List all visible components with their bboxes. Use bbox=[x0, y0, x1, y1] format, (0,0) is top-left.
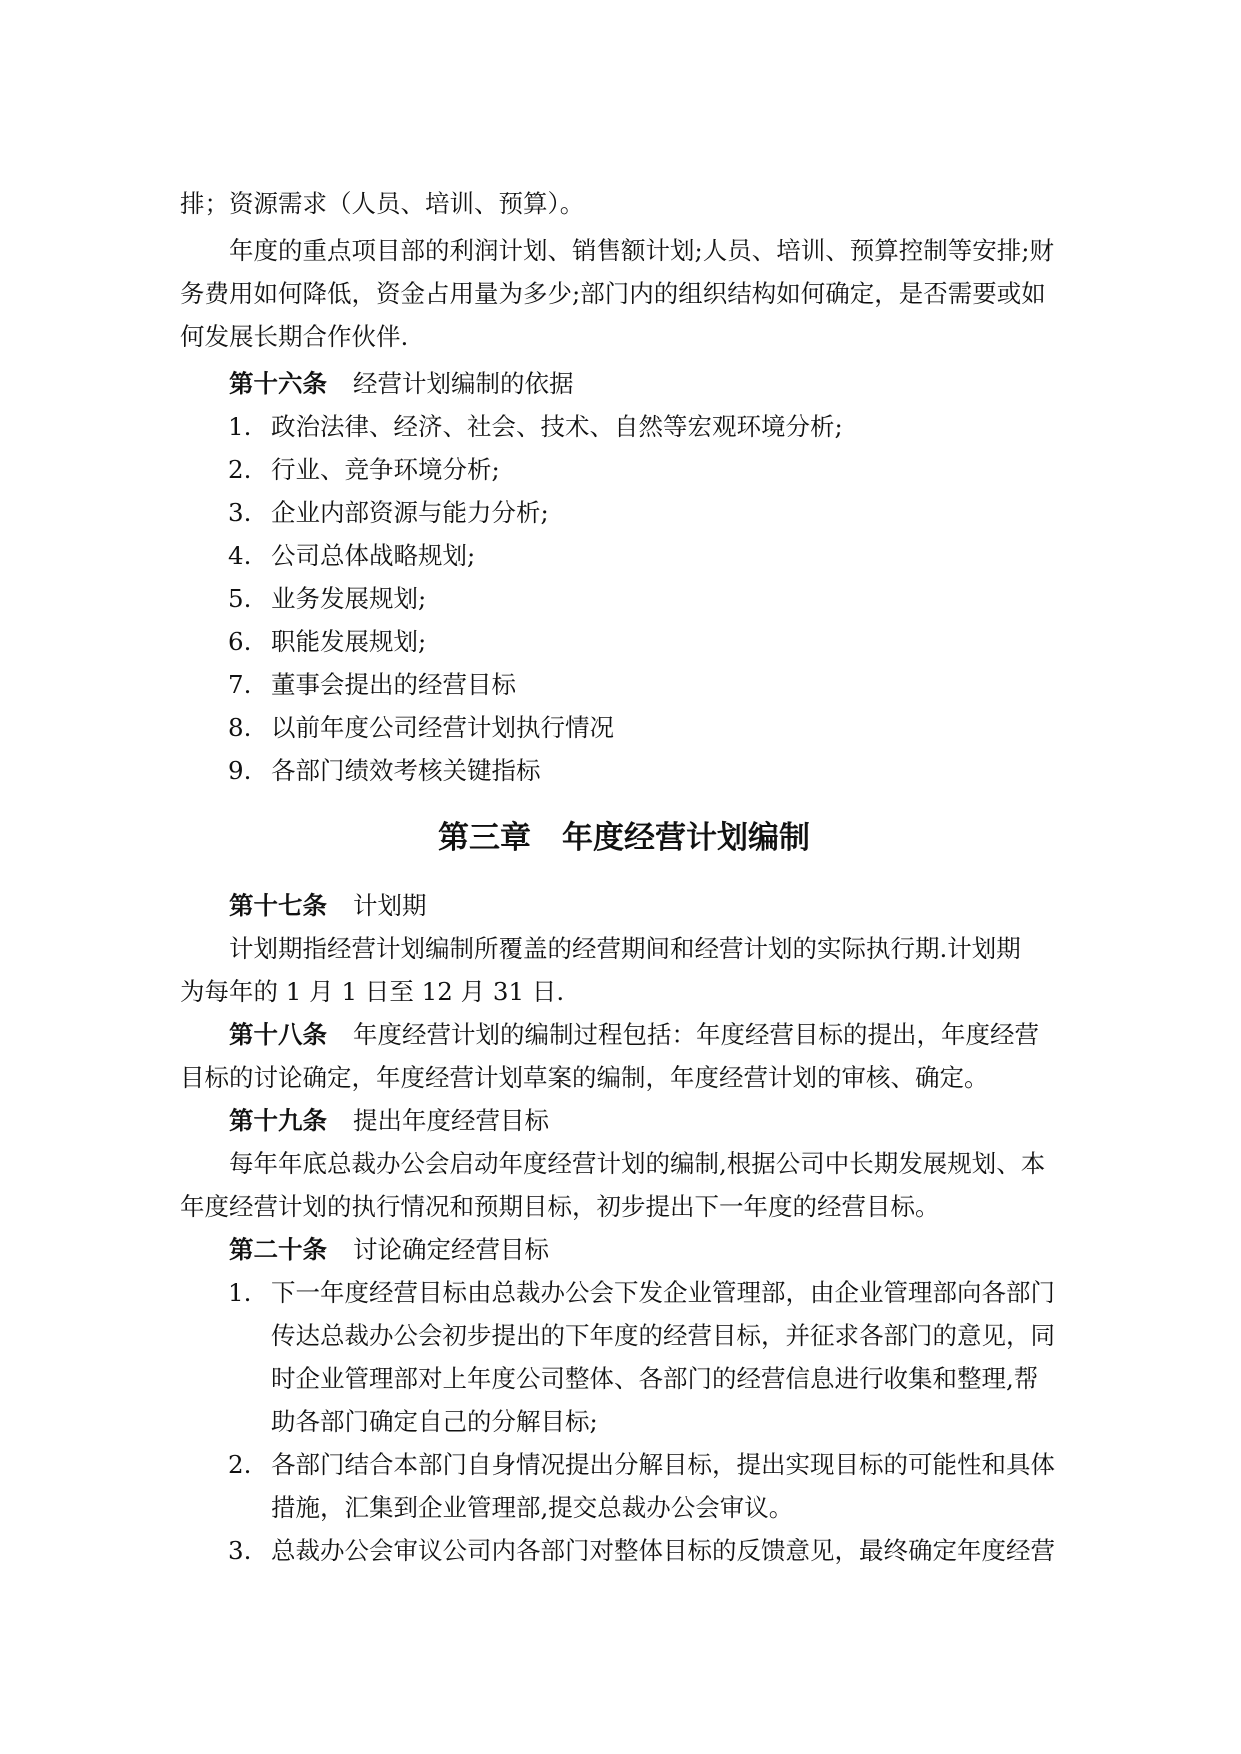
list-item: 2. 各部门结合本部门自身情况提出分解目标，提出实现目标的可能性和具体措施，汇集到企业管理部,提交总裁办公会审议。 bbox=[228, 1450, 1055, 1522]
article-16-label: 第十六条 bbox=[229, 369, 327, 398]
paragraph-resources: 排；资源需求（人员、培训、预算）。 bbox=[180, 189, 585, 218]
paragraph-key-projects-line1: 年度的重点项目部的利润计划、销售额计划;人员、培训、预算控制等安排;财 bbox=[229, 236, 1055, 265]
list-item: 5. 业务发展规划; bbox=[228, 584, 427, 613]
article-18-label: 第十八条 bbox=[229, 1020, 327, 1049]
list-item: 8. 以前年度公司经营计划执行情况 bbox=[228, 713, 614, 742]
paragraph-key-projects-line3: 何发展长期合作伙伴. bbox=[180, 322, 409, 351]
article-19-line2: 年度经营计划的执行情况和预期目标，初步提出下一年度的经营目标。 bbox=[180, 1192, 940, 1221]
article-18-line2: 目标的讨论确定，年度经营计划草案的编制，年度经营计划的审核、确定。 bbox=[180, 1063, 989, 1092]
list-item: 4. 公司总体战略规划; bbox=[228, 541, 476, 570]
article-18-line1 bbox=[180, 1013, 1068, 1056]
article-18-text: 年度经营计划的编制过程包括：年度经营目标的提出，年度经营 bbox=[353, 1020, 1039, 1049]
list-item: 1. 下一年度经营目标由总裁办公会下发企业管理部，由企业管理部向各部门传达总裁办公会初步提出的下年度的经营目标，并征求各部门的意见，同时企业管理部对上年度公司整体、各部门的经营信息进行收集和整理,帮助各部门确定自己的分解目标; bbox=[228, 1278, 1055, 1436]
article-19-line1: 每年年底总裁办公会启动年度经营计划的编制,根据公司中长期发展规划、本 bbox=[229, 1149, 1046, 1178]
article-16-heading bbox=[180, 362, 1068, 405]
article-17-label: 第十七条 bbox=[229, 891, 327, 920]
article-19-title: 提出年度经营目标 bbox=[353, 1106, 549, 1135]
chapter-heading: 第三章 年度经营计划编制 bbox=[438, 820, 810, 856]
list-item: 9. 各部门绩效考核关键指标 bbox=[228, 756, 541, 785]
article-20-heading bbox=[180, 1228, 1068, 1271]
article-19-label: 第十九条 bbox=[229, 1106, 327, 1135]
article-17-title: 计划期 bbox=[353, 891, 427, 920]
article-17-line1: 计划期指经营计划编制所覆盖的经营期间和经营计划的实际执行期.计划期 bbox=[229, 934, 1021, 963]
article-16-title: 经营计划编制的依据 bbox=[353, 369, 574, 398]
list-item: 3. 企业内部资源与能力分析; bbox=[228, 498, 549, 527]
article-20-label: 第二十条 bbox=[229, 1235, 327, 1264]
paragraph-key-projects-line2: 务费用如何降低，资金占用量为多少;部门内的组织结构如何确定，是否需要或如 bbox=[180, 279, 1046, 308]
list-item: 7. 董事会提出的经营目标 bbox=[228, 670, 516, 699]
list-item: 6. 职能发展规划; bbox=[228, 627, 427, 656]
article-17-heading bbox=[180, 884, 1068, 927]
list-item: 3. 总裁办公会审议公司内各部门对整体目标的反馈意见，最终确定年度经营 bbox=[228, 1536, 1055, 1565]
article-17-line2: 为每年的 1 月 1 日至 12 月 31 日. bbox=[180, 977, 565, 1006]
article-20-title: 讨论确定经营目标 bbox=[353, 1235, 549, 1264]
list-item: 1. 政治法律、经济、社会、技术、自然等宏观环境分析; bbox=[228, 412, 843, 441]
list-item: 2. 行业、竞争环境分析; bbox=[228, 455, 500, 484]
article-19-heading bbox=[180, 1099, 1068, 1142]
